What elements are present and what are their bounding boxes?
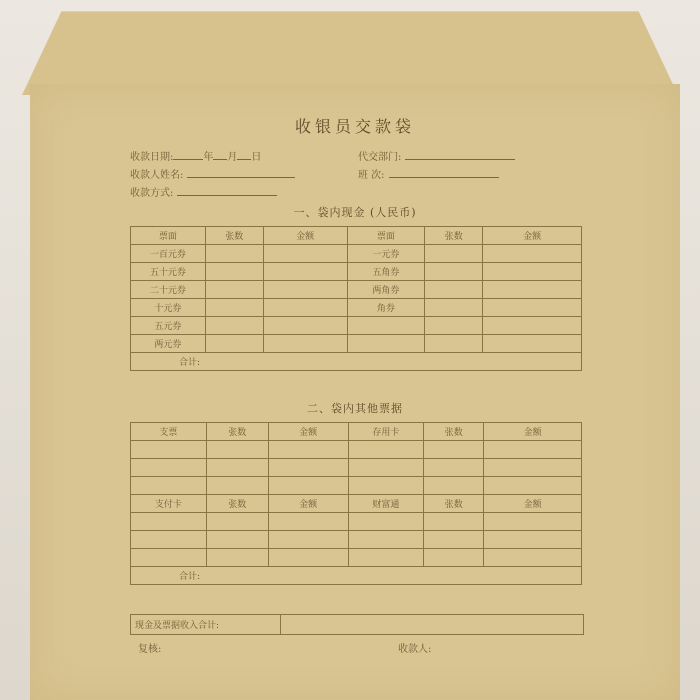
denom-label: 五十元券 bbox=[131, 263, 206, 281]
table-row bbox=[131, 459, 582, 477]
cell[interactable] bbox=[268, 549, 348, 567]
date-field bbox=[130, 148, 261, 163]
other-notes-table bbox=[130, 422, 582, 585]
cell[interactable] bbox=[131, 459, 207, 477]
day-blank bbox=[237, 149, 251, 160]
cell[interactable] bbox=[348, 441, 424, 459]
count-cell[interactable] bbox=[425, 281, 483, 299]
col-amount: 金额 bbox=[484, 495, 582, 513]
count-cell[interactable] bbox=[425, 317, 483, 335]
count-cell[interactable] bbox=[205, 263, 263, 281]
section-cash-title: 一、袋内现金 (人民币) bbox=[293, 206, 417, 219]
amount-cell[interactable] bbox=[483, 281, 582, 299]
denom-label: 十元券 bbox=[131, 299, 206, 317]
cell[interactable] bbox=[206, 531, 268, 549]
table-row bbox=[131, 281, 582, 299]
shift-label: 班 次: bbox=[358, 170, 385, 181]
denom-label: 五元券 bbox=[131, 317, 206, 335]
shift-blank bbox=[389, 167, 499, 178]
cell[interactable] bbox=[131, 441, 207, 459]
cash-total-label: 合计: bbox=[131, 353, 582, 371]
amount-cell[interactable] bbox=[263, 281, 347, 299]
amount-cell[interactable] bbox=[483, 263, 582, 281]
shift-field bbox=[358, 166, 499, 181]
cell[interactable] bbox=[424, 531, 484, 549]
cell[interactable] bbox=[348, 477, 424, 495]
amount-cell[interactable] bbox=[263, 317, 347, 335]
col-amount: 金额 bbox=[263, 227, 347, 245]
amount-cell[interactable] bbox=[263, 335, 347, 353]
cell[interactable] bbox=[424, 441, 484, 459]
col-count: 张数 bbox=[424, 495, 484, 513]
cell[interactable] bbox=[206, 513, 268, 531]
cell[interactable] bbox=[348, 531, 424, 549]
method-label: 收款方式: bbox=[130, 188, 174, 199]
method-field bbox=[130, 184, 277, 199]
method-blank bbox=[177, 185, 277, 196]
dept-blank bbox=[405, 149, 515, 160]
other-total-row bbox=[131, 567, 582, 585]
col-amount: 金额 bbox=[484, 423, 582, 441]
year-label: 年 bbox=[203, 152, 214, 163]
amount-cell[interactable] bbox=[483, 335, 582, 353]
cell[interactable] bbox=[131, 477, 207, 495]
dept-field bbox=[358, 148, 515, 163]
cell[interactable] bbox=[268, 441, 348, 459]
grand-total-table bbox=[130, 614, 584, 635]
cell[interactable] bbox=[131, 549, 207, 567]
col-count: 张数 bbox=[425, 227, 483, 245]
denom-label: 二十元券 bbox=[131, 281, 206, 299]
envelope-flap bbox=[22, 0, 678, 95]
cell[interactable] bbox=[484, 459, 582, 477]
grand-total-label: 现金及票据收入合计: bbox=[131, 615, 281, 635]
cell[interactable] bbox=[424, 549, 484, 567]
receiver-label: 收款人: bbox=[398, 644, 432, 655]
table-row bbox=[131, 317, 582, 335]
cell[interactable] bbox=[484, 531, 582, 549]
denom-label: 两元券 bbox=[131, 335, 206, 353]
amount-cell[interactable] bbox=[263, 299, 347, 317]
col-cheque: 支票 bbox=[131, 423, 207, 441]
table-row bbox=[131, 549, 582, 567]
col-count: 张数 bbox=[205, 227, 263, 245]
collector-blank bbox=[187, 167, 295, 178]
col-denomination: 票面 bbox=[131, 227, 206, 245]
count-cell[interactable] bbox=[205, 317, 263, 335]
cell[interactable] bbox=[484, 477, 582, 495]
cash-table bbox=[130, 226, 582, 371]
dept-label: 代交部门: bbox=[358, 152, 402, 163]
table-row bbox=[131, 335, 582, 353]
cell[interactable] bbox=[348, 459, 424, 477]
grand-total-value[interactable] bbox=[280, 615, 583, 635]
count-cell[interactable] bbox=[425, 263, 483, 281]
count-cell[interactable] bbox=[205, 281, 263, 299]
month-blank bbox=[213, 149, 227, 160]
table-row bbox=[131, 263, 582, 281]
col-card: 存用卡 bbox=[348, 423, 424, 441]
date-label: 收款日期: bbox=[130, 152, 174, 163]
cell[interactable] bbox=[206, 549, 268, 567]
collector-field bbox=[130, 166, 295, 181]
table-row bbox=[131, 441, 582, 459]
cell[interactable] bbox=[206, 477, 268, 495]
verifier-field bbox=[138, 640, 161, 655]
cash-deposit-envelope bbox=[30, 84, 680, 700]
cash-header-row bbox=[131, 227, 582, 245]
count-cell[interactable] bbox=[425, 335, 483, 353]
col-count: 张数 bbox=[206, 423, 268, 441]
count-cell[interactable] bbox=[205, 245, 263, 263]
table-row bbox=[131, 477, 582, 495]
cell[interactable] bbox=[131, 531, 207, 549]
verifier-label: 复核: bbox=[138, 644, 162, 655]
grand-total-row bbox=[131, 615, 584, 635]
col-denomination: 票面 bbox=[347, 227, 425, 245]
cell[interactable] bbox=[268, 477, 348, 495]
cash-total-row bbox=[131, 353, 582, 371]
denom-label: 两角券 bbox=[347, 281, 425, 299]
cell[interactable] bbox=[348, 513, 424, 531]
denom-label: 一元券 bbox=[347, 245, 425, 263]
collector-label: 收款人姓名: bbox=[130, 170, 184, 181]
envelope-title: 收银员交款袋 bbox=[294, 117, 415, 136]
other-header-row bbox=[131, 495, 582, 513]
cell[interactable] bbox=[131, 513, 207, 531]
empty-cell bbox=[347, 335, 425, 353]
table-row bbox=[131, 513, 582, 531]
year-blank bbox=[173, 149, 203, 160]
day-label: 日 bbox=[251, 152, 262, 163]
amount-cell[interactable] bbox=[263, 245, 347, 263]
col-amount: 金额 bbox=[483, 227, 582, 245]
denom-label: 一百元券 bbox=[131, 245, 206, 263]
denom-label: 五角券 bbox=[347, 263, 425, 281]
table-row bbox=[131, 299, 582, 317]
cell[interactable] bbox=[348, 549, 424, 567]
other-total-label: 合计: bbox=[131, 567, 582, 585]
month-label: 月 bbox=[227, 152, 238, 163]
cell[interactable] bbox=[268, 459, 348, 477]
col-count: 张数 bbox=[206, 495, 268, 513]
table-row bbox=[131, 245, 582, 263]
count-cell[interactable] bbox=[425, 245, 483, 263]
cell[interactable] bbox=[424, 459, 484, 477]
cell[interactable] bbox=[268, 513, 348, 531]
cell[interactable] bbox=[206, 459, 268, 477]
receiver-field bbox=[398, 640, 431, 655]
cell[interactable] bbox=[484, 441, 582, 459]
amount-cell[interactable] bbox=[483, 317, 582, 335]
col-count: 张数 bbox=[424, 423, 484, 441]
cell[interactable] bbox=[424, 513, 484, 531]
cell[interactable] bbox=[484, 549, 582, 567]
col-wealth-pay: 财富通 bbox=[348, 495, 424, 513]
col-amount: 金额 bbox=[268, 423, 348, 441]
count-cell[interactable] bbox=[205, 335, 263, 353]
amount-cell[interactable] bbox=[483, 245, 582, 263]
table-row bbox=[131, 531, 582, 549]
amount-cell[interactable] bbox=[263, 263, 347, 281]
cell[interactable] bbox=[268, 531, 348, 549]
count-cell[interactable] bbox=[425, 299, 483, 317]
col-amount: 金额 bbox=[268, 495, 348, 513]
section-other-title: 二、袋内其他票据 bbox=[307, 402, 403, 415]
count-cell[interactable] bbox=[205, 299, 263, 317]
col-payment-card: 支付卡 bbox=[131, 495, 207, 513]
cell[interactable] bbox=[484, 513, 582, 531]
denom-label: 角券 bbox=[347, 299, 425, 317]
other-header-row bbox=[131, 423, 582, 441]
empty-cell bbox=[347, 317, 425, 335]
amount-cell[interactable] bbox=[483, 299, 582, 317]
cell[interactable] bbox=[424, 477, 484, 495]
cell[interactable] bbox=[206, 441, 268, 459]
